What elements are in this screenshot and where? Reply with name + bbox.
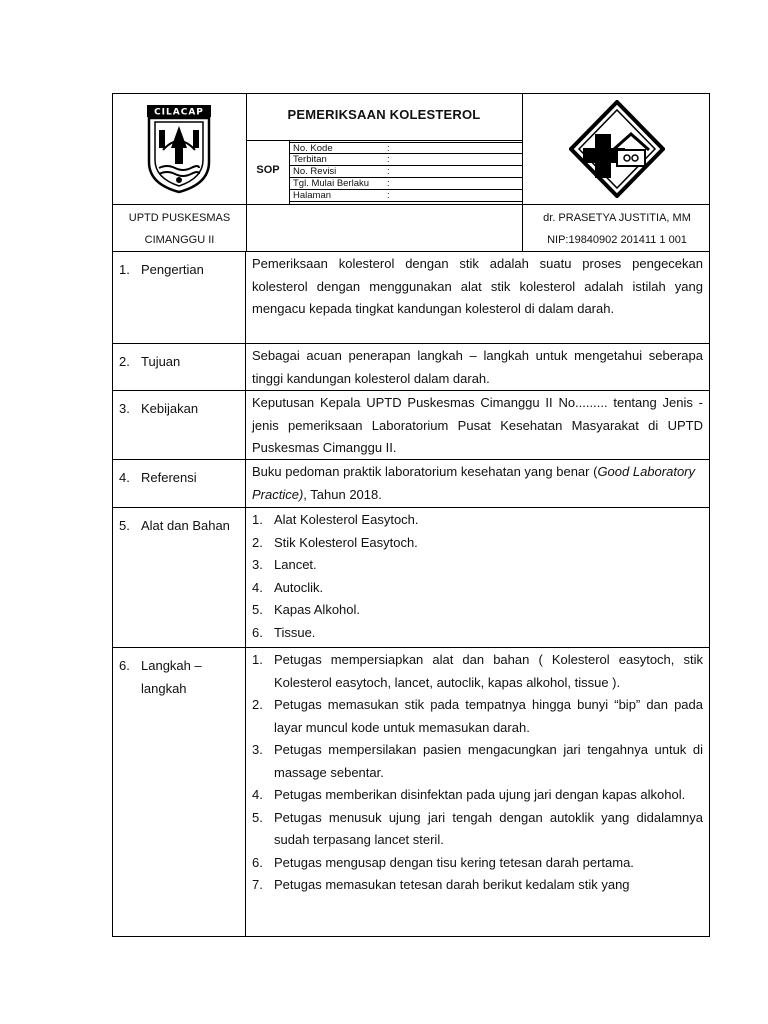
section-label: [119, 397, 244, 420]
sop-field-colon: :: [387, 190, 390, 201]
list-text: Petugas memasukan tetesan darah berikut kedalam stik yang: [274, 877, 630, 892]
list-item: [252, 599, 703, 622]
list-number: 1.: [252, 512, 263, 527]
sop-field-label: Terbitan: [293, 154, 327, 165]
reference-text: Buku pedoman praktik laboratorium kesehatan yang benar (: [252, 464, 598, 479]
list-item: [252, 509, 703, 532]
section-title: Pengertian: [141, 262, 204, 277]
cilacap-crest-logo: [141, 102, 217, 194]
list-item: [252, 577, 703, 600]
list-number: 3.: [252, 557, 263, 572]
section-content: Sebagai acuan penerapan langkah – langkah untuk mengetahui seberapa tinggi kandungan kolesterol dalam darah.: [252, 348, 703, 386]
sop-field-row: [289, 154, 522, 166]
organization-line-1: UPTD PUSKESMAS: [128, 212, 231, 224]
section-number: 4.: [119, 470, 130, 485]
reference-italic-title: Good Laboratory Practice): [252, 464, 696, 502]
list-item: [252, 807, 703, 852]
section-number: 6.: [119, 658, 130, 673]
list-text: Lancet.: [274, 557, 317, 572]
list-number: 7.: [252, 877, 263, 892]
list-text: Petugas menusuk ujung jari tengah dengan autoklik yang didalamnya sudah terpasang lancet steril.: [274, 809, 703, 847]
sop-field-row: [289, 142, 522, 154]
section-content: Pemeriksaan kolesterol dengan stik adalah suatu proses pengecekan kolesterol dengan menggunakan alat stik kolesterol adalah istilah yang mengacu kepada tingkat kandungan kolesterol di dalam darah.: [252, 256, 703, 316]
list-text: Stik Kolesterol Easytoch.: [274, 534, 418, 550]
sop-field-colon: :: [387, 178, 390, 189]
sop-field-row: [289, 178, 522, 190]
procedure-steps-list: [252, 649, 703, 897]
section-content: [252, 460, 703, 506]
signatory-nip: NIP:19840902 201411 1 001: [547, 234, 687, 246]
document-title: PEMERIKSAAN KOLESTEROL: [287, 107, 481, 122]
section-title: Referensi: [141, 470, 197, 485]
section-number: 1.: [119, 262, 130, 277]
list-item: [252, 532, 703, 555]
sop-field-table: [289, 142, 522, 202]
section-row-referensi: [113, 460, 709, 508]
list-item: [252, 874, 703, 897]
sop-field-row: [289, 190, 522, 202]
list-item: [252, 852, 703, 875]
section-title: Alat dan Bahan: [141, 518, 230, 533]
list-number: 4.: [252, 579, 263, 595]
list-number: 2.: [252, 697, 263, 712]
sop-content-table: [112, 252, 710, 937]
list-text: Petugas memberikan disinfektan pada ujung jari dengan kapas alkohol.: [274, 787, 686, 802]
sop-field-label: Halaman: [293, 190, 332, 201]
sop-field-colon: :: [387, 154, 390, 165]
section-content: Keputusan Kepala UPTD Puskesmas Cimanggu II No......... tentang Jenis - jenis pemeriksaan Laboratorium Pusat Kesehatan Masyarakat di UPTD Puskesmas Cimanggu II.: [252, 395, 703, 455]
section-label-cell: [113, 460, 246, 507]
signatory-name: dr. PRASETYA JUSTITIA, MM: [543, 212, 691, 224]
section-label-cell: [113, 508, 246, 647]
crest-text: CILACAP: [154, 107, 204, 118]
section-label-cell: [113, 344, 246, 390]
section-label-cell: [113, 648, 246, 936]
section-content: [252, 508, 703, 644]
organization-name: [113, 205, 246, 252]
sop-field-label: Tgl. Mulai Berlaku: [293, 178, 370, 189]
section-row-langkah: [113, 648, 709, 936]
list-text: Petugas mempersiapkan alat dan bahan ( Kolesterol easytoch, stik Kolesterol easytoch, lancet, autoclik, kapas alkohol, tissue ).: [274, 652, 703, 690]
sop-label: SOP: [256, 164, 280, 176]
section-title: Langkah – langkah: [141, 658, 202, 696]
list-text: Tissue.: [274, 624, 316, 640]
equipment-list: [252, 509, 703, 644]
list-text: Autoclik.: [274, 579, 324, 595]
document-header: [112, 93, 710, 205]
list-item: [252, 694, 703, 739]
section-title: Kebijakan: [141, 401, 199, 416]
sop-field-row: [289, 166, 522, 178]
list-item: [252, 554, 703, 577]
section-title: Tujuan: [141, 354, 181, 369]
sop-field-colon: :: [387, 166, 390, 177]
list-item: [252, 739, 703, 784]
signatory-block: [523, 205, 711, 252]
section-label: [119, 466, 244, 489]
list-item: [252, 622, 703, 645]
section-number: 5.: [119, 518, 130, 533]
section-label: [119, 514, 244, 537]
list-number: 4.: [252, 787, 263, 802]
list-number: 6.: [252, 854, 263, 870]
list-item: [252, 649, 703, 694]
section-label: [119, 654, 244, 700]
section-number: 2.: [119, 354, 130, 369]
list-text: Petugas mengusap dengan tisu kering tetesan darah pertama.: [274, 854, 634, 870]
header-divider: [522, 94, 523, 204]
list-number: 1.: [252, 652, 263, 667]
list-item: [252, 784, 703, 807]
section-row-tujuan: [113, 344, 709, 391]
list-number: 2.: [252, 534, 263, 550]
list-number: 5.: [252, 602, 263, 617]
list-number: 5.: [252, 809, 263, 825]
list-number: 3.: [252, 742, 263, 757]
section-label-cell: [113, 391, 246, 459]
list-text: Alat Kolesterol Easytoch.: [274, 512, 419, 527]
header-info-row: [112, 205, 710, 252]
section-row-alat-bahan: [113, 508, 709, 648]
section-number: 3.: [119, 401, 130, 416]
section-label: [119, 350, 244, 373]
reference-year: , Tahun 2018.: [303, 486, 382, 502]
row-divider: [246, 205, 247, 252]
sop-field-label: No. Revisi: [293, 166, 337, 177]
section-label: [119, 258, 244, 281]
puskesmas-logo: [569, 100, 665, 198]
section-row-pengertian: [113, 252, 709, 344]
organization-line-2: CIMANGGU II: [144, 234, 215, 246]
list-text: Petugas mempersilakan pasien mengacungkan jari tengahnya untuk di massage sebentar.: [274, 742, 703, 780]
section-label-cell: [113, 252, 246, 343]
list-text: Kapas Alkohol.: [274, 602, 361, 617]
sop-field-colon: :: [387, 143, 390, 154]
sop-field-label: No. Kode: [293, 143, 333, 154]
list-text: Petugas memasukan stik pada tempatnya hingga bunyi “bip” dan pada layar muncul kode untuk memasukan darah.: [274, 697, 703, 735]
section-row-kebijakan: [113, 391, 709, 460]
section-content: [252, 648, 703, 897]
list-number: 6.: [252, 624, 263, 640]
